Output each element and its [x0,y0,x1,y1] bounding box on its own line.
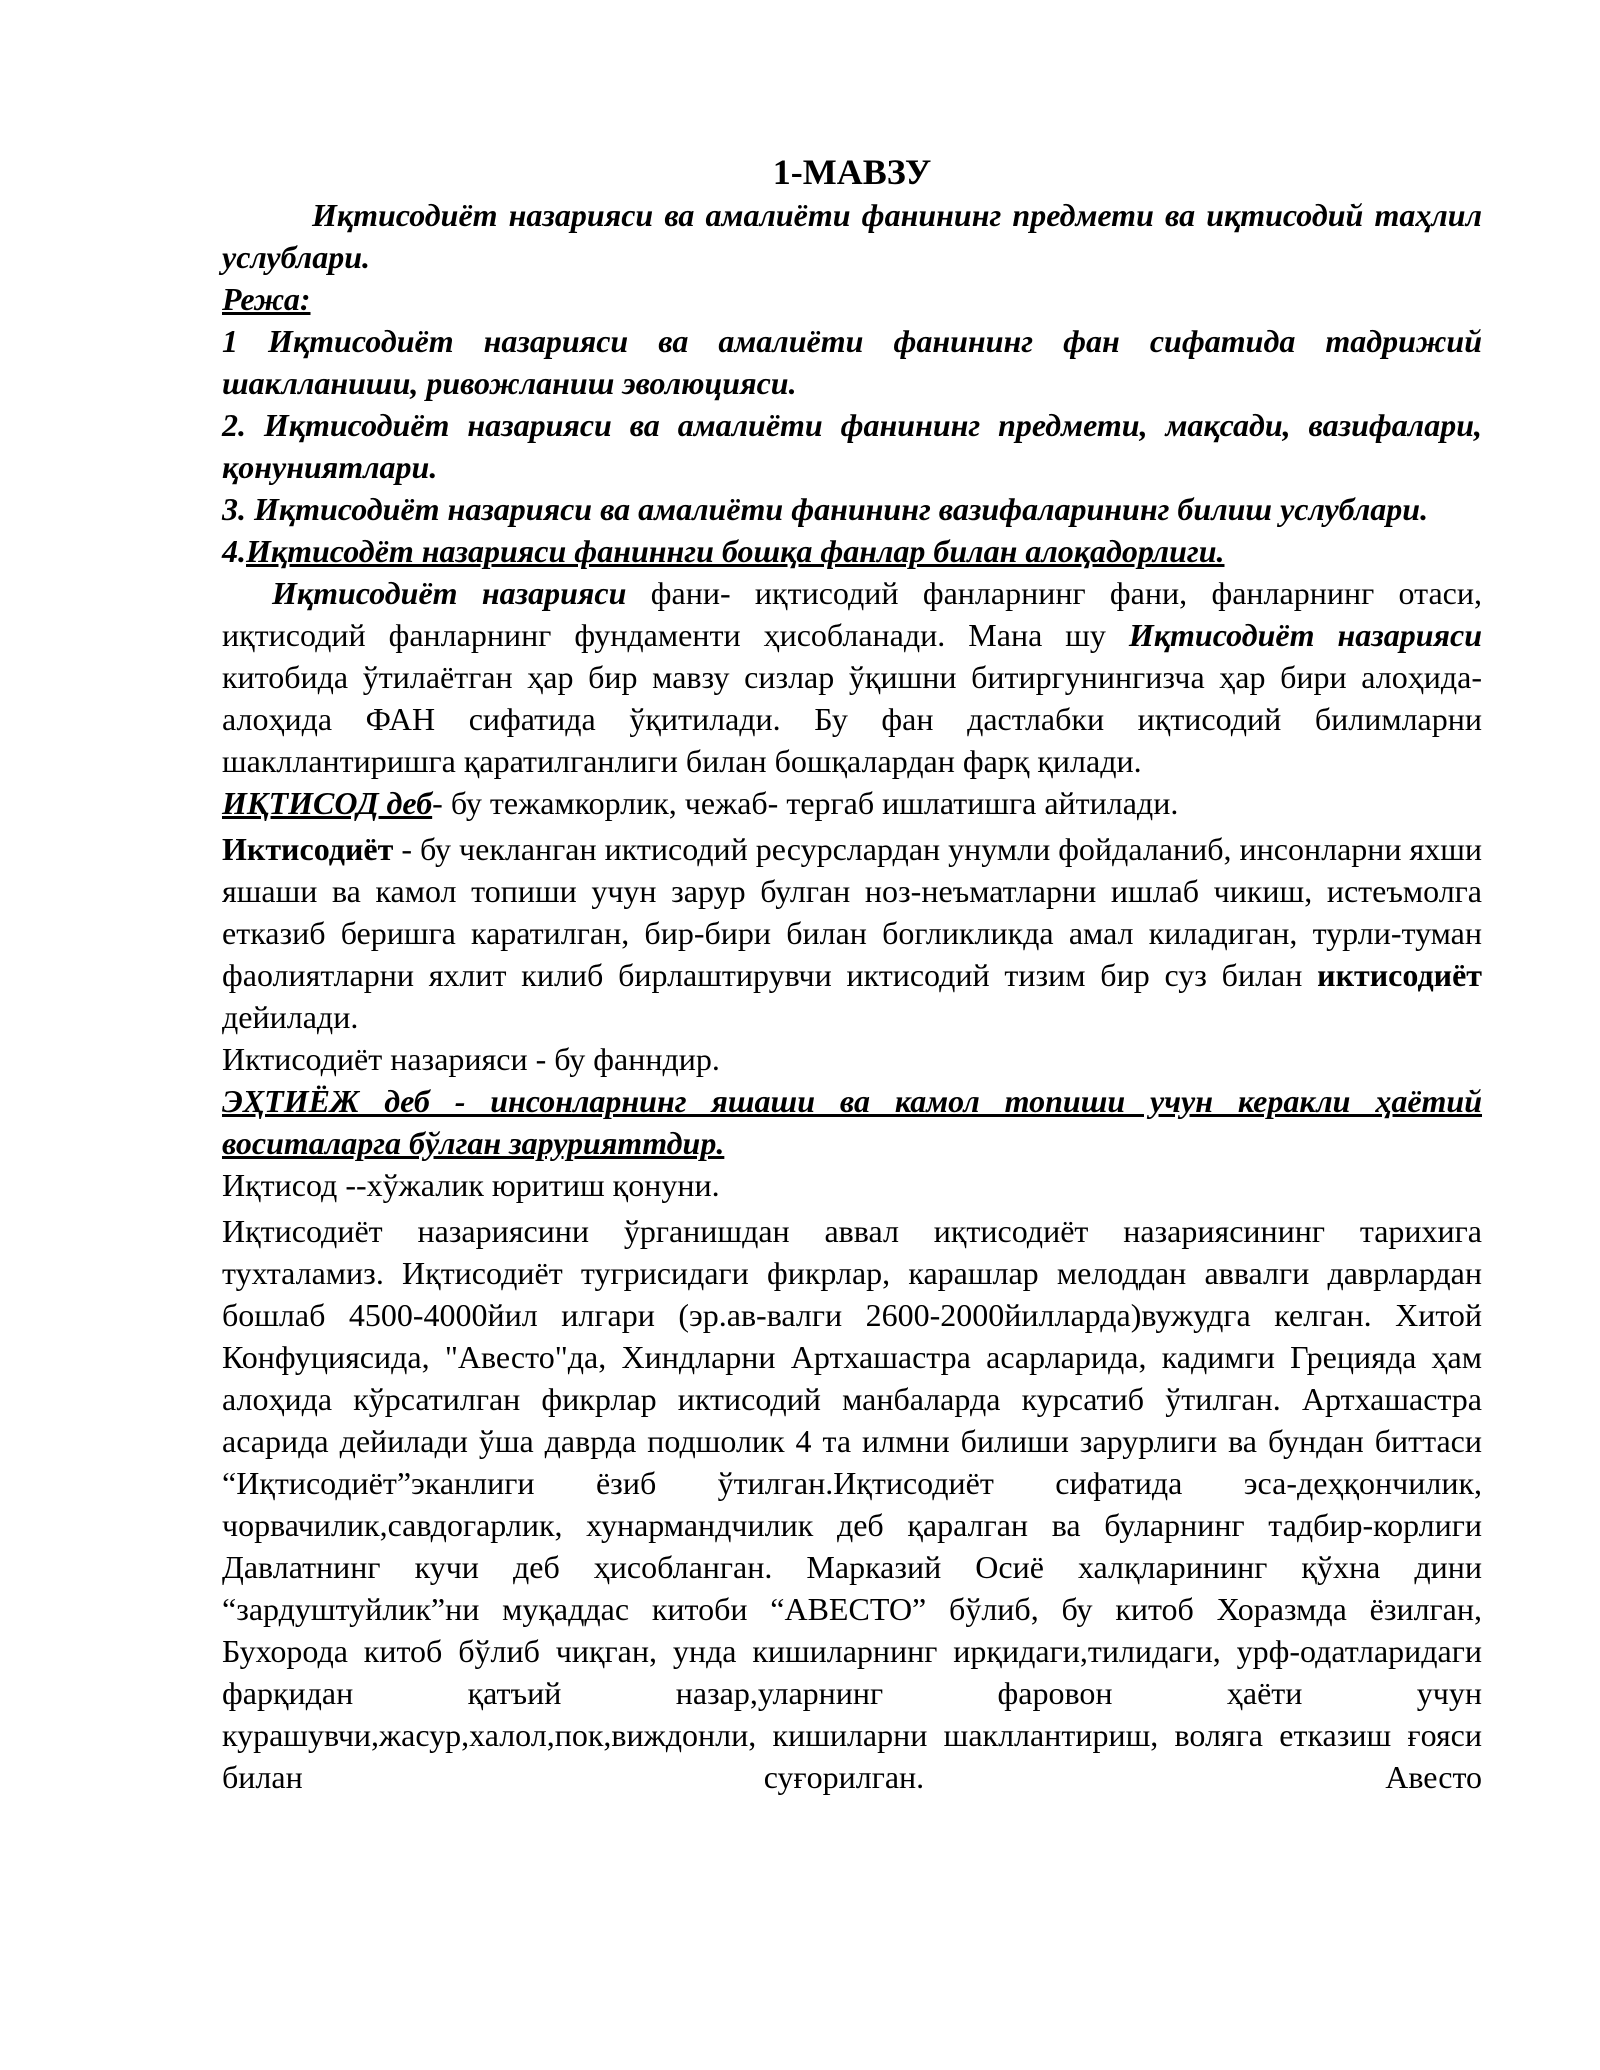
plan-item-4 [222,530,1482,572]
iqtisodiyot-term-2: иктисодиёт [1317,957,1482,993]
iqtisod-term: ИҚТИСОД деб [222,785,433,821]
page-title: 1-МАВЗУ [772,152,932,192]
plan-item-4-number: 4. [222,533,246,569]
intro-text-2: китобида ўтилаётган ҳар бир мавзу сизлар ўқишни битиргунингизча ҳар бири алоҳида-алоҳида ФАН сифатида ўқитилади. Бу фан дастлабки иқтисодий билимларни шакллантиришга қаратилганлиги билан бошқалардан фарқ қилади. [222,659,1482,779]
plan-item-2: 2. Иқтисодиёт назарияси ва амалиёти фанининг предмети, мақсади, вазифалари, қонуниятлари. [222,407,1482,485]
plan-item-1: 1 Иқтисодиёт назарияси ва амалиёти фанининг фан сифатида тадрижий шаклланиши, ривожланиш эволюцияси. [222,323,1482,401]
intro-text-1: фани- иқтисодий фанларнинг фани, фанларнинг отаси, иқтисодий фанларнинг фундаменти ҳисобланади. Мана шу [222,575,1483,653]
iqtisodiyot-definition [222,828,1482,1038]
history-paragraph: Иқтисодиёт назариясини ўрганишдан аввал иқтисодиёт назариясининг тарихига тухталамиз. Иқтисодиёт тугрисидаги фикрлар, карашлар мелоддан аввалги даврлардан бошлаб 4500-4000йил илгари (эр.ав-валги 2600-2000йилларда)вужудга келган. Хитой Конфуциясида, "Авесто"да, Хиндларни Артхашастра асарларида, кадимги Грецияда ҳам алоҳида кўрсатилган фикрлар иктисодий манбаларда курсатиб ўтилган. Артхашастра асарида дейилади ўша даврда подшолик 4 та илмни билиши зарурлиги ва бундан биттаси “Иқтисодиёт”эканлиги ёзиб ўтилган.Иқтисодиёт сифатида эса-деҳқончилик, чорвачилик,савдогарлик, хунармандчилик деб қаралган ва буларнинг тадбир-корлиги Давлатнинг кучи деб ҳисобланган. Марказий Осиё халқларининг қўхна дини “зардуштуйлик”ни муқаддас китоби “АВЕСТО” бўлиб, бу китоб Хоразмда ёзилган, Бухорода китоб бўлиб чиқган, унда кишиларнинг ирқидаги,тилидаги, урф-одатларидаги фарқидан қатъий назар,уларнинг фаровон ҳаёти учун курашувчи,жасур,халол,пок,виждонли, кишиларни шакллантириш, воляга етказиш ғояси билан суғорилган. Авесто [222,1213,1482,1795]
iqtisod-text: - бу тежамкорлик, чежаб- тергаб ишлатишга айтилади. [432,785,1179,821]
plan-heading: Режа: [222,281,311,317]
iqtisodiyot-text-1: - бу чекланган иктисодий ресурслардан унумли фойдаланиб, инсонларни яхши яшаши ва камол топиши учун зарур булган ноз-неъматларни ишлаб чикиш, истеъмолга етказиб беришга каратилган, бир-бири билан богликликда амал киладиган, турли-туман фаолиятларни яхлит килиб бирлаштирувчи иктисодий тизим бир суз билан [222,831,1482,993]
iqtisod-definition [222,782,1482,824]
document-page [222,150,1482,1798]
iqtisodiyot-text-2: дейилади. [222,999,359,1035]
need-definition: ЭҲТИЁЖ деб - инсонларнинг яшаши ва камол топиши учун керакли ҳаётий воситаларга бўлган зарурияттдир. [222,1083,1482,1161]
plan-item-4-text: Иқтисодёт назарияси фаниннги бошқа фанлар билан алоқадорлиги. [246,533,1225,569]
iqtisodiyot-term: Иктисодиёт [222,831,394,867]
intro-book-title: Иқтисодиёт назарияси [1128,617,1483,653]
topic-subtitle: Иқтисодиёт назарияси ва амалиёти фанининг предмети ва иқтисодий таҳлил услублари. [222,197,1482,275]
science-line: Иктисодиёт назарияси - бу фанндир. [222,1041,720,1077]
plan-item-3: 3. Иқтисодиёт назарияси ва амалиёти фанининг вазифаларининг билиш услублари. [222,491,1429,527]
intro-paragraph [222,572,1482,782]
law-line: Иқтисод --хўжалик юритиш қонуни. [222,1167,720,1203]
intro-lead-term: Иқтисодиёт назарияси [272,575,627,611]
